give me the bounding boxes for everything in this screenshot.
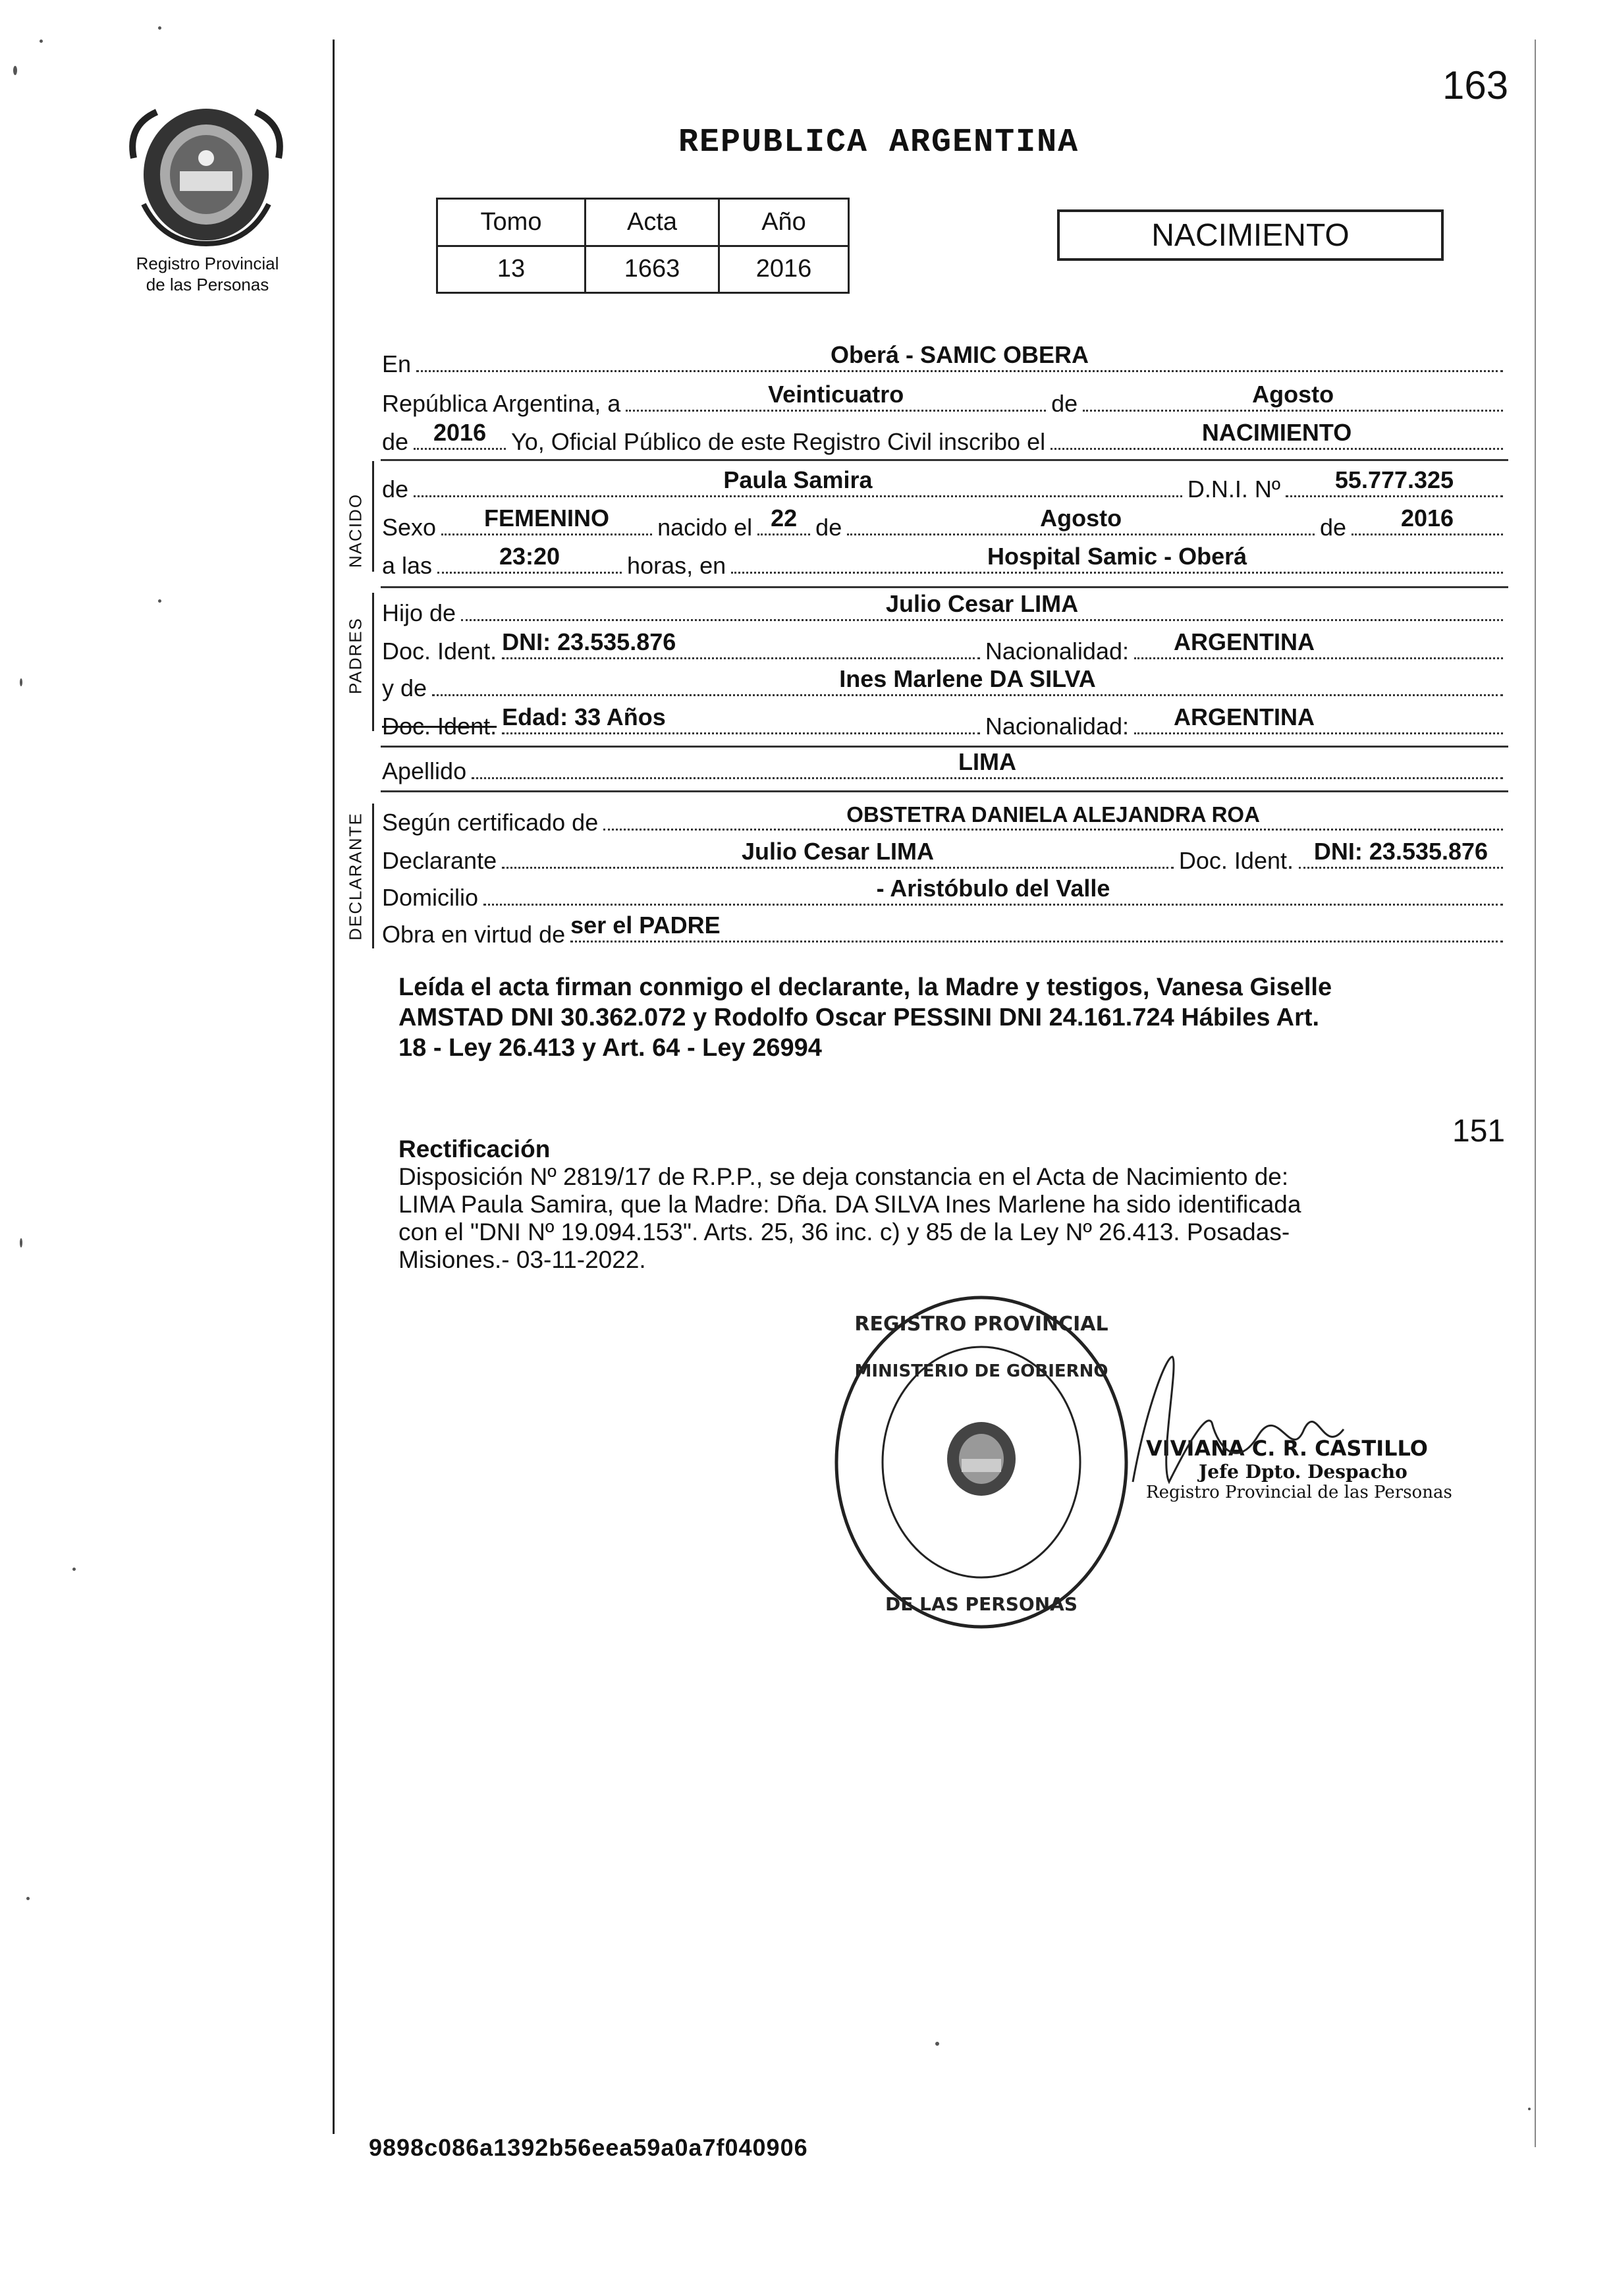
value-declarante: Julio Cesar LIMA xyxy=(741,838,935,865)
act-type-box: NACIMIENTO xyxy=(1057,209,1444,261)
row-en xyxy=(382,341,1508,378)
value-en: Oberá - SAMIC OBERA xyxy=(831,341,1089,368)
value-decl-doc: DNI: 23.535.876 xyxy=(1313,838,1488,865)
value-mes: Agosto xyxy=(1252,381,1334,408)
left-margin-rule xyxy=(333,40,335,2134)
closing-line-2: AMSTAD DNI 30.362.072 y Rodolfo Oscar PESSINI DNI 24.161.724 Hábiles Art. xyxy=(398,1004,1320,1031)
label-nacionalidad: Nacionalidad: xyxy=(985,638,1129,665)
document-hash: 9898c086a1392b56eea59a0a7f040906 xyxy=(369,2134,808,2161)
oficial-text: Yo, Oficial Público de este Registro Civil inscribo el xyxy=(511,428,1046,455)
nacido-bracket xyxy=(372,461,374,572)
row-anio-oficial xyxy=(382,419,1508,456)
closing-line-1: Leída el acta firman conmigo el declarante, la Madre y testigos, Vanesa Giselle xyxy=(398,973,1332,1001)
separator-4 xyxy=(381,790,1508,792)
label-apellido: Apellido xyxy=(382,757,467,784)
label-horas-en: horas, en xyxy=(627,552,726,579)
rectificacion-number: 151 xyxy=(1452,1114,1506,1149)
scan-speck xyxy=(20,678,22,686)
row-apellido xyxy=(382,748,1508,785)
label-nombre-de: de xyxy=(382,476,409,503)
value-sexo: FEMENINO xyxy=(484,505,610,532)
scan-speck xyxy=(158,599,161,603)
rectificacion-line-2: LIMA Paula Samira, que la Madre: Dña. DA SILVA Ines Marlene ha sido identificada xyxy=(398,1191,1301,1218)
svg-text:REGISTRO PROVINCIAL: REGISTRO PROVINCIAL xyxy=(854,1313,1108,1336)
value-acta: 1663 xyxy=(586,246,719,293)
side-label-nacido: NACIDO xyxy=(345,493,366,568)
label-decl-doc: Doc. Ident. xyxy=(1178,847,1294,874)
label-sexo: Sexo xyxy=(382,514,437,541)
provincial-seal-icon xyxy=(124,99,288,250)
label-nacionalidad-madre: Nacionalidad: xyxy=(985,713,1129,740)
header-tomo: Tomo xyxy=(437,199,586,246)
value-nombre: Paula Samira xyxy=(723,466,873,493)
reference-table-header xyxy=(437,199,849,246)
label-doc-struck: Doc. Ident. xyxy=(382,713,497,740)
closing-line-3: 18 - Ley 26.413 y Art. 64 - Ley 26994 xyxy=(398,1034,822,1062)
scan-speck xyxy=(26,1897,30,1900)
registry-logo xyxy=(124,99,288,250)
row-madre xyxy=(382,665,1508,702)
value-certificado: OBSTETRA DANIELA ALEJANDRA ROA xyxy=(846,802,1260,827)
value-padre-nac: ARGENTINA xyxy=(1174,628,1315,655)
row-obra xyxy=(382,914,1508,948)
label-hora: a las xyxy=(382,552,433,579)
row-padre-doc xyxy=(382,628,1508,665)
value-anio: 2016 xyxy=(433,419,487,446)
logo-caption-line2: de las Personas xyxy=(146,275,269,294)
signature-office: Registro Provincial de las Personas xyxy=(1146,1483,1452,1502)
svg-text:MINISTERIO DE GOBIERNO: MINISTERIO DE GOBIERNO xyxy=(854,1361,1108,1381)
row-sexo xyxy=(382,507,1508,541)
signature-block xyxy=(1146,1436,1515,1502)
row-padre xyxy=(382,590,1508,627)
value-anio: 2016 xyxy=(719,246,849,293)
header-acta: Acta xyxy=(586,199,719,246)
rectificacion-line-4: Misiones.- 03-11-2022. xyxy=(398,1246,646,1273)
label-dni: D.N.I. Nº xyxy=(1187,476,1280,503)
scan-speck xyxy=(40,40,43,43)
signature-name: VIVIANA C. R. CASTILLO xyxy=(1146,1436,1428,1461)
value-padre-doc: DNI: 23.535.876 xyxy=(502,628,676,655)
scan-speck xyxy=(20,1238,22,1247)
value-nacido-mes: Agosto xyxy=(1040,505,1122,532)
value-tipo: NACIMIENTO xyxy=(1201,419,1352,446)
label-en: En xyxy=(382,350,412,377)
value-lugar: Hospital Samic - Oberá xyxy=(987,543,1247,570)
label-hijo: Hijo de xyxy=(382,599,456,626)
row-certificado xyxy=(382,802,1508,836)
label-certificado: Según certificado de xyxy=(382,809,599,836)
signature-role: Jefe Dpto. Despacho xyxy=(1199,1461,1407,1483)
value-domicilio: - Aristóbulo del Valle xyxy=(876,875,1110,902)
value-apellido: LIMA xyxy=(958,748,1017,775)
label-yde: y de xyxy=(382,674,427,701)
rectificacion-line-3: con el "DNI Nº 19.094.153". Arts. 25, 36 inc. c) y 85 de la Ley Nº 26.413. Posadas- xyxy=(398,1218,1290,1245)
value-madre-nac: ARGENTINA xyxy=(1174,703,1315,730)
header-anio: Año xyxy=(719,199,849,246)
handwritten-signature-icon xyxy=(1106,1330,1383,1502)
label-nacido-de2: de xyxy=(1319,514,1346,541)
reference-table xyxy=(436,198,850,294)
logo-caption-line1: Registro Provincial xyxy=(136,254,279,273)
value-obra: ser el PADRE xyxy=(570,912,721,939)
row-nombre xyxy=(382,466,1508,503)
logo-caption xyxy=(112,253,303,295)
label-doc: Doc. Ident. xyxy=(382,638,497,665)
official-stamp xyxy=(830,1291,1133,1633)
side-label-declarante: DECLARANTE xyxy=(345,812,366,941)
value-madre-doc: Edad: 33 Años xyxy=(502,703,666,730)
row-fecha-inscripcion xyxy=(382,383,1508,418)
scan-speck xyxy=(158,26,161,30)
rectificacion-line-1: Disposición Nº 2819/17 de R.P.P., se deja constancia en el Acta de Nacimiento de: xyxy=(398,1163,1289,1190)
rectificacion-section xyxy=(398,1135,1492,1274)
row-hora xyxy=(382,545,1508,580)
label-domicilio: Domicilio xyxy=(382,884,479,911)
page-number: 163 xyxy=(1442,63,1509,107)
value-dni: 55.777.325 xyxy=(1334,466,1454,493)
separator-1 xyxy=(381,459,1508,461)
right-margin-rule xyxy=(1535,40,1536,2147)
label-anio-de: de xyxy=(382,428,409,455)
label-declarante: Declarante xyxy=(382,847,497,874)
label-de: de xyxy=(1051,390,1078,417)
row-declarante xyxy=(382,840,1508,875)
registry-stamp-icon xyxy=(830,1291,1133,1633)
scan-speck xyxy=(935,2042,939,2046)
value-nacido-anio: 2016 xyxy=(1400,505,1454,532)
label-obra: Obra en virtud de xyxy=(382,921,566,948)
rectificacion-heading: Rectificación xyxy=(398,1135,551,1162)
label-nacido-de: de xyxy=(815,514,842,541)
separator-3 xyxy=(381,746,1508,748)
side-label-padres: PADRES xyxy=(345,617,366,694)
document-title: REPUBLICA ARGENTINA xyxy=(678,124,1079,161)
value-padre: Julio Cesar LIMA xyxy=(886,590,1079,617)
value-nacido-dia: 22 xyxy=(771,505,798,532)
padres-bracket xyxy=(372,593,374,731)
value-tomo: 13 xyxy=(437,246,586,293)
declarante-bracket xyxy=(372,804,374,948)
svg-text:DE LAS PERSONAS: DE LAS PERSONAS xyxy=(885,1593,1078,1615)
closing-paragraph xyxy=(398,972,1512,1063)
scan-speck xyxy=(13,66,17,75)
value-dia: Veinticuatro xyxy=(768,381,904,408)
scan-speck xyxy=(72,1568,76,1571)
reference-table-values xyxy=(437,246,849,293)
row-domicilio xyxy=(382,877,1508,912)
value-madre: Ines Marlene DA SILVA xyxy=(839,665,1096,692)
label-nacido: nacido el xyxy=(657,514,753,541)
scan-speck xyxy=(1528,2108,1531,2110)
row-madre-doc xyxy=(382,703,1508,740)
label-republica: República Argentina, a xyxy=(382,390,621,417)
separator-2 xyxy=(381,586,1508,588)
value-hora: 23:20 xyxy=(499,543,560,570)
